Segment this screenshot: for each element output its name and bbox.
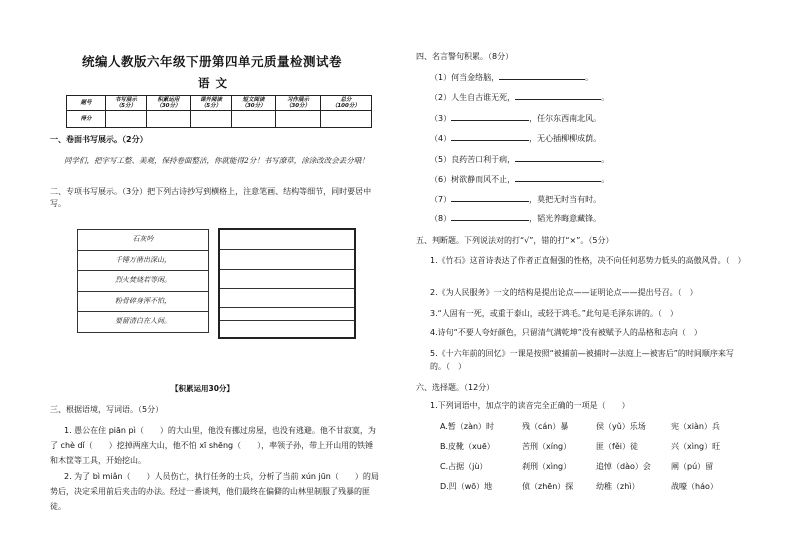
score-col-3: 课外阅读 （5分） [191, 96, 232, 111]
choice-question-1: 1.下列词语中，加点字的读音完全正确的一项是（ ） [430, 401, 630, 410]
judge-item-4: 4.诗句“不要人夸好颜色，只留清气满乾坤”没有被赋予人的品格和志向（ ） [430, 328, 702, 337]
answer-blank[interactable] [451, 140, 529, 141]
option-a-w2: 残（cán）暴 [522, 422, 569, 431]
quote-item-6: （6）树欲静而风不止， 。 [430, 175, 610, 184]
score-col-1: 书写展示 （5分） [106, 96, 147, 111]
option-c-w3: 追悼（dào）会 [596, 462, 651, 471]
answer-blank[interactable] [515, 99, 601, 100]
option-a-w3: 侯（yǔ）乐场 [596, 422, 646, 431]
judge-item-5: 5.《十六年前的回忆》一课是按照“被捕前—被捕时—法庭上—被害后”的时间顺序来写的。（ ） [430, 349, 734, 371]
quote-item-3: （3） ，任尔东西南北风。 [430, 114, 602, 123]
score-table [66, 95, 372, 128]
option-a-w4: 宪（xiàn）兵 [671, 422, 720, 431]
section-3-heading: 三、根据语境，写词语。（5分） [50, 405, 164, 414]
option-b-w3: 匪（fěi）徒 [596, 442, 638, 451]
score-cell[interactable] [276, 111, 320, 128]
poem-line: 粉骨碎身浑不怕， [78, 292, 208, 313]
exam-title: 统编人教版六年级下册第四单元质量检测试卷 [82, 54, 343, 69]
quote-item-4: （4） ，无心插柳柳成荫。 [430, 134, 602, 143]
score-col-6: 总分 （100分） [320, 96, 371, 111]
grid-line [220, 249, 354, 250]
copy-writing-grid[interactable] [218, 228, 356, 339]
exam-subject: 语文 [198, 76, 233, 90]
grid-line [220, 269, 354, 270]
score-table-score-row [67, 111, 372, 128]
option-d-w3: 幼稚（zhì） [596, 482, 640, 491]
answer-blank[interactable] [451, 120, 529, 121]
grid-line [220, 288, 354, 289]
section-3-p2: 2. 为了 bì miǎn（ ）人员伤亡，执行任务的士兵，分析了当前 xún jūn（ ）的局势后，决定采用前后夹击的办法。经过一番谈判，他们最终在偏僻的山林里制服了残暴的匪徒。 [50, 472, 379, 511]
score-cell[interactable] [320, 111, 371, 128]
section-1-body: 同学们，把字写工整、美观，保持卷面整洁，你就能得2分！书写潦草，涂涂改改会丢分哦！ [64, 156, 369, 165]
score-col-5: 习作展示 （30分） [276, 96, 320, 111]
option-d-w4: 战嚎（háo） [671, 482, 718, 491]
answer-blank[interactable] [515, 161, 601, 162]
quote-item-8: （8） ，韬光养晦意藏锋。 [430, 214, 602, 223]
quote-item-2: （2）人生自古谁无死， 。 [430, 93, 610, 102]
section-2-heading: 二、专项书写展示。（3分）把下列古诗抄写到横格上，注意笔画、结构等细节，同时要居中写。 [50, 187, 372, 208]
section-5-heading: 五、判断题。下列说法对的打“√”，错的打“×”。（5分） [416, 236, 614, 245]
option-c[interactable]: C.占据（jù） [440, 462, 488, 471]
poem-line: 烈火焚烧若等闲。 [78, 271, 208, 292]
score-col-2: 积累运用 （30分） [146, 96, 190, 111]
option-d-w2: 侦（zhēn）探 [522, 482, 574, 491]
score-cell[interactable] [146, 111, 190, 128]
judge-item-1: 1.《竹石》这首诗表达了作者正直倔强的性格，决不向任何恶势力低头的高傲风骨。（ ） [430, 256, 746, 265]
quote-item-5: （5）良药苦口利于病， 。 [430, 155, 610, 164]
judge-item-2: 2.《为人民服务》一文的结构是提出论点——证明论点——提出号召。（ ） [430, 288, 698, 297]
section-divider: 【积累运用30分】 [171, 384, 234, 393]
poem-line: 石灰吟 [78, 230, 208, 251]
option-b[interactable]: B.皮靴（xuē） [440, 442, 495, 451]
quote-item-7: （7） ，莫把无时当有时。 [430, 195, 602, 204]
score-row-label: 得分 [67, 111, 106, 128]
score-table-header-row [67, 96, 372, 111]
option-d[interactable]: D.凹（wō）地 [440, 482, 493, 491]
judge-item-3: 3.“人固有一死，或重于泰山，或轻于鸿毛。”此句是毛泽东讲的。（ ） [430, 309, 678, 318]
score-col-0: 题号 [67, 96, 106, 111]
section-3-p1: 1. 愚公在住 piān pì（ ）的大山里，他没有挪过房屋，也没有逃避。他不甘寂寞，为了 chè dǐ（ ）挖掉两座大山，他不怕 xī shēng（ ），率领子孙，带上开山用的铁锤和木筐等工具，开始挖山。 [50, 426, 376, 465]
section-6-heading: 六、选择题。（12分） [416, 383, 495, 392]
option-b-w2: 苦刑（xíng） [522, 442, 572, 451]
score-cell[interactable] [191, 111, 232, 128]
score-col-4: 短文阅读 （30分） [231, 96, 275, 111]
option-c-w4: 阐（pú）留 [671, 462, 714, 471]
option-b-w4: 兴（xìng）旺 [671, 442, 721, 451]
score-cell[interactable] [231, 111, 275, 128]
score-cell[interactable] [106, 111, 147, 128]
section-4-heading: 四、名言警句积累。（8分） [416, 52, 514, 61]
poem-sample [77, 229, 209, 333]
grid-line [220, 307, 354, 308]
section-1-heading: 一、卷面书写展示。（2分） [50, 135, 148, 144]
answer-blank[interactable] [451, 220, 529, 221]
poem-line: 要留清白在人间。 [78, 312, 208, 333]
option-a[interactable]: A.暂（zàn）时 [440, 422, 495, 431]
answer-blank[interactable] [499, 79, 585, 80]
answer-blank[interactable] [515, 181, 601, 182]
quote-item-1: （1）何当金络脑， 。 [430, 73, 594, 82]
grid-line [220, 320, 354, 321]
poem-line: 千锤万凿出深山， [78, 251, 208, 272]
option-c-w2: 刹刑（xìng） [522, 462, 572, 471]
answer-blank[interactable] [451, 201, 529, 202]
